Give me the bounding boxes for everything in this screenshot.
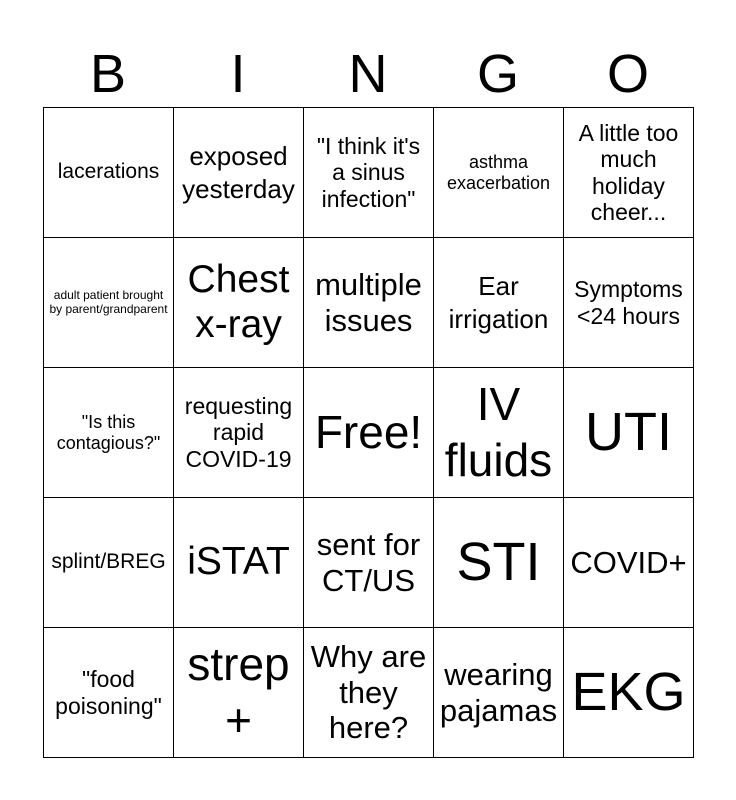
bingo-cell[interactable]: "Is this contagious?" — [43, 367, 174, 498]
bingo-cell[interactable]: adult patient brought by parent/grandparent — [43, 237, 174, 368]
bingo-cell[interactable]: iSTAT — [173, 497, 304, 628]
bingo-cell[interactable]: STI — [433, 497, 564, 628]
bingo-cell[interactable]: A little too much holiday cheer... — [563, 107, 694, 238]
bingo-cell[interactable]: sent for CT/US — [303, 497, 434, 628]
bingo-cell[interactable]: multiple issues — [303, 237, 434, 368]
header-letter-n: N — [348, 44, 388, 104]
bingo-cell[interactable]: requesting rapid COVID-19 — [173, 367, 304, 498]
bingo-board — [43, 107, 693, 757]
bingo-cell[interactable]: splint/BREG — [43, 497, 174, 628]
bingo-cell[interactable]: Symptoms <24 hours — [563, 237, 694, 368]
bingo-cell[interactable]: asthma exacerbation — [433, 107, 564, 238]
bingo-cell[interactable]: UTI — [563, 367, 694, 498]
bingo-cell[interactable]: "food poisoning" — [43, 627, 174, 758]
header-letter-b: B — [89, 44, 127, 104]
header-letter-i: I — [230, 44, 246, 104]
bingo-cell[interactable]: Ear irrigation — [433, 237, 564, 368]
bingo-cell[interactable]: lacerations — [43, 107, 174, 238]
header-letter-g: G — [476, 44, 519, 104]
bingo-cell[interactable]: exposed yesterday — [173, 107, 304, 238]
bingo-cell[interactable]: wearing pajamas — [433, 627, 564, 758]
bingo-cell[interactable]: EKG — [563, 627, 694, 758]
bingo-cell[interactable]: Chest x-ray — [173, 237, 304, 368]
free-space-cell[interactable]: Free! — [303, 367, 434, 498]
bingo-cell[interactable]: COVID+ — [563, 497, 694, 628]
header-letter-o: O — [606, 44, 649, 104]
bingo-cell[interactable]: IV fluids — [433, 367, 564, 498]
bingo-cell[interactable]: strep + — [173, 627, 304, 758]
bingo-cell[interactable]: "I think it's a sinus infection" — [303, 107, 434, 238]
bingo-cell[interactable]: Why are they here? — [303, 627, 434, 758]
bingo-header — [43, 42, 693, 106]
